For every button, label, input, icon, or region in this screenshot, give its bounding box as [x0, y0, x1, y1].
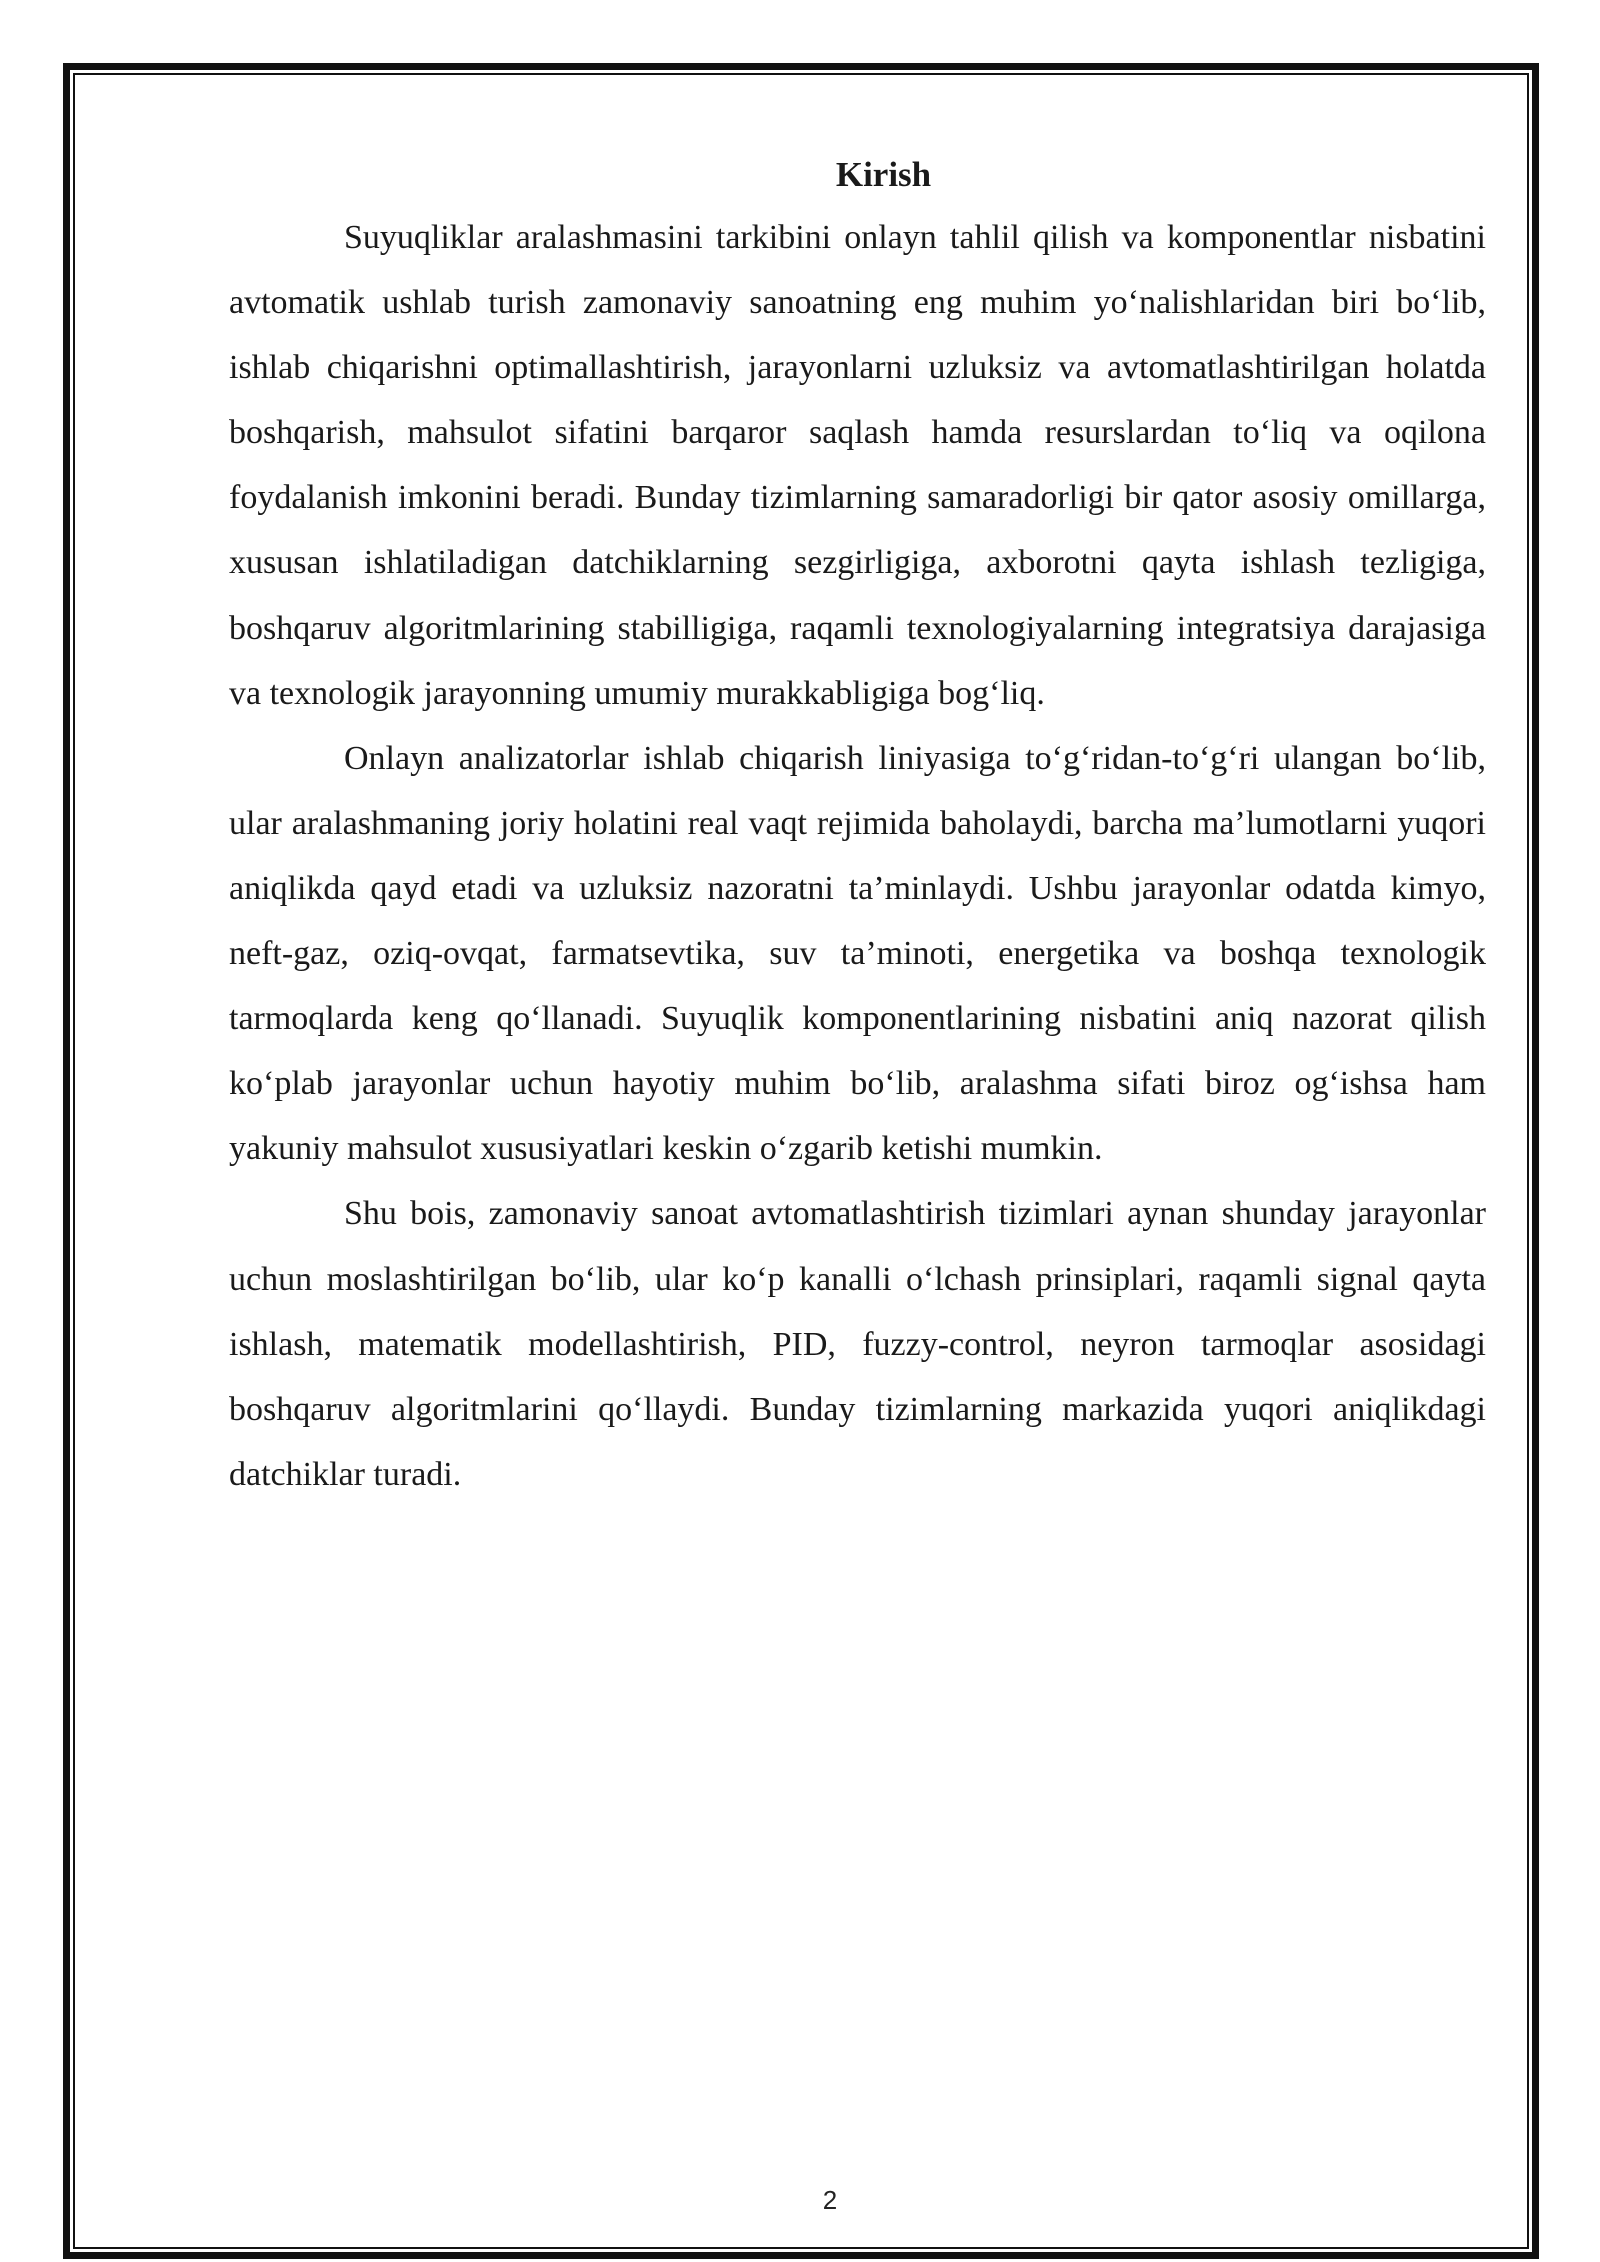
page-content [229, 145, 1486, 1507]
section-heading: Kirish [835, 155, 932, 194]
paragraph-2: Onlayn analizatorlar ishlab chiqarish liniyasiga to‘g‘ridan-to‘g‘ri ulangan bo‘lib, ular aralashmaning joriy holatini real vaqt rejimida baholaydi, barcha ma’lumotlarni yuqori aniqlikda qayd etadi va uzluksiz nazoratni ta’minlaydi. Ushbu jarayonlar odatda kimyo, neft-gaz, oziq-ovqat, farmatsevtika, suv ta’minoti, energetika va boshqa texnologik tarmoqlarda keng qo‘llanadi. Suyuqlik komponentlarining nisbatini aniq nazorat qilish ko‘plab jarayonlar uchun hayotiy muhim bo‘lib, aralashma sifati biroz og‘ishsa ham yakuniy mahsulot xususiyatlari keskin o‘zgarib ketishi mumkin. [229, 739, 1486, 1168]
paragraph-3: Shu bois, zamonaviy sanoat avtomatlashtirish tizimlari aynan shunday jarayonlar uchun moslashtirilgan bo‘lib, ular ko‘p kanalli o‘lchash prinsiplari, raqamli signal qayta ishlash, matematik modellashtirish, PID, fuzzy-control, neyron tarmoqlar asosidagi boshqaruv algoritmlarini qo‘llaydi. Bunday tizimlarning markazida yuqori aniqlikdagi datchiklar turadi. [229, 1195, 1486, 1493]
paragraph-1: Suyuqliklar aralashmasini tarkibini onlayn tahlil qilish va komponentlar nisbatini avtomatik ushlab turish zamonaviy sanoatning eng muhim yo‘nalishlaridan biri bo‘lib, ishlab chiqarishni optimallashtirish, jarayonlarni uzluksiz va avtomatlashtirilgan holatda boshqarish, mahsulot sifatini barqaror saqlash hamda resurslardan to‘liq va oqilona foydalanish imkonini beradi. Bunday tizimlarning samaradorligi bir qator asosiy omillarga, xususan ishlatiladigan datchiklarning sezgirligiga, axborotni qayta ishlash tezligiga, boshqaruv algoritmlarining stabilligiga, raqamli texnologiyalarning integratsiya darajasiga va texnologik jarayonning umumiy murakkabligiga bog‘liq. [229, 219, 1486, 712]
page-number: 2 [822, 2185, 838, 2215]
